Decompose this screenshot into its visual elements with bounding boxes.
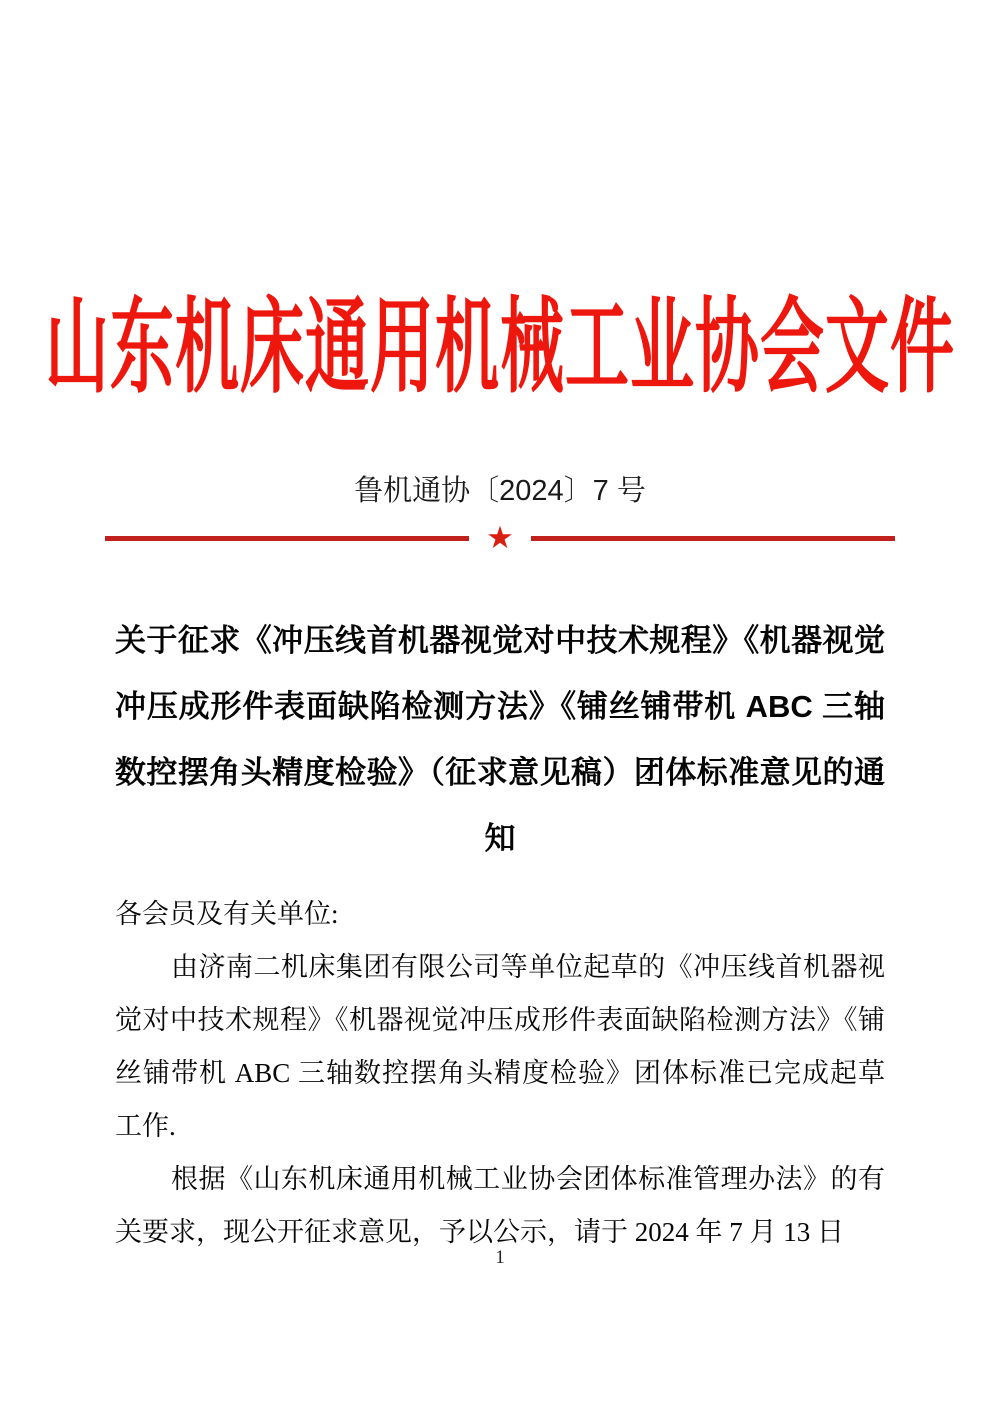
paragraph2-line-1: 根据《山东机床通用机械工业协会团体标准管理办法》的有 (171, 1164, 885, 1194)
paragraph2-line-2: 关要求，现公开征求意见，予以公示，请于 2024 年 7 月 13 日 (115, 1217, 844, 1247)
page-number: 1 (495, 1247, 505, 1268)
notice-title (115, 608, 885, 872)
notice-title-line-1: 关于征求《冲压线首机器视觉对中技术规程》《机器视觉 (115, 623, 885, 658)
notice-title-line-4: 知 (484, 821, 516, 856)
paragraph1-line-3: 丝铺带机 ABC 三轴数控摆角头精度检验》团体标准已完成起草 (115, 1058, 885, 1088)
paragraph1-line-1: 由济南二机床集团有限公司等单位起草的《冲压线首机器视 (171, 952, 885, 982)
document-number: 鲁机通协〔2024〕7 号 (354, 475, 646, 507)
notice-title-line-3: 数控摆角头精度检验》（征求意见稿）团体标准意见的通 (115, 755, 885, 790)
letterhead-title: 山东机床通用机械工业协会文件 (45, 288, 955, 406)
notice-title-line-2: 冲压成形件表面缺陷检测方法》《铺丝铺带机 ABC 三轴 (115, 689, 885, 724)
body-text (115, 888, 885, 1259)
red-divider-rule (105, 520, 895, 556)
paragraph1-line-4: 工作. (115, 1111, 176, 1141)
rule-right-segment (531, 536, 895, 541)
star-icon: ★ (486, 520, 514, 556)
letterhead (0, 288, 1000, 406)
rule-left-segment (105, 536, 469, 541)
paragraph1-line-2: 觉对中技术规程》《机器视觉冲压成形件表面缺陷检测方法》《铺 (115, 1005, 885, 1035)
salutation: 各会员及有关单位: (115, 899, 339, 929)
